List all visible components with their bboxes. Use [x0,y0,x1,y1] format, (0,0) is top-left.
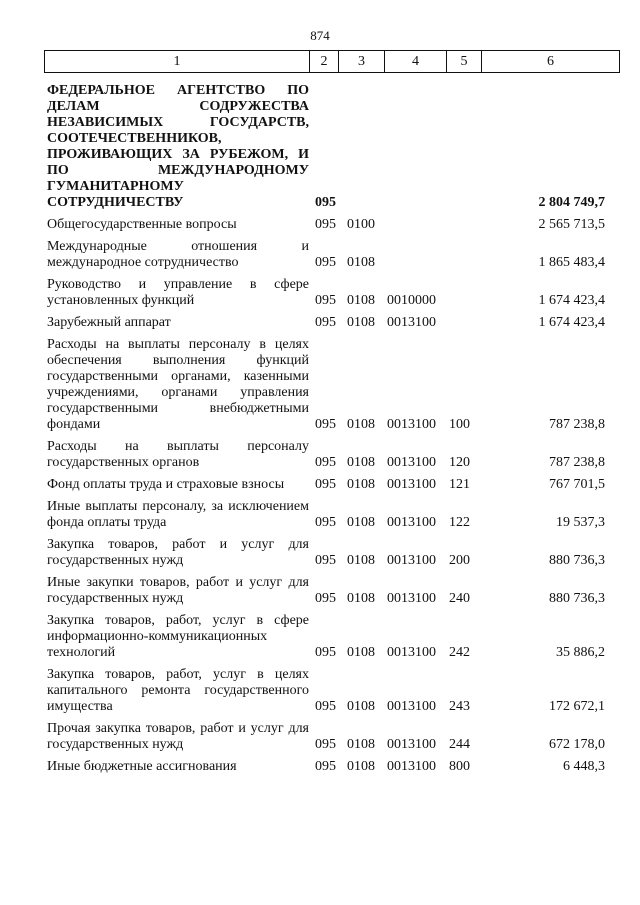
column-header-3: 3 [339,51,385,72]
row-code-2: 095 [315,255,336,270]
row-description: Общегосударственные вопросы [47,217,237,232]
row-code-4: 0013100 [387,553,436,568]
row-code-2: 095 [315,195,336,210]
row-amount: 1 674 423,4 [538,293,605,308]
page-number: 874 [310,28,330,43]
row-code-5: 242 [449,645,470,660]
row-description: ФЕДЕРАЛЬНОЕ АГЕНТСТВО ПО ДЕЛАМ СОДРУЖЕСТВА НЕЗАВИСИМЫХ ГОСУДАРСТВ, СООТЕЧЕСТВЕННИКОВ, ПРОЖИВАЮЩИХ ЗА РУБЕЖОМ, И ПО МЕЖДУНАРОДНОМУ ГУМАНИТАРНОМУ СОТРУДНИЧЕСТВУ [47,83,309,210]
row-code-4: 0013100 [387,591,436,606]
row-code-5: 800 [449,759,470,774]
row-amount: 672 178,0 [549,737,605,752]
row-code-4: 0013100 [387,515,436,530]
row-code-4: 0010000 [387,293,436,308]
row-code-5: 100 [449,417,470,432]
row-amount: 880 736,3 [549,553,605,568]
row-code-2: 095 [315,217,336,232]
row-amount: 2 565 713,5 [538,217,605,232]
row-description: Закупка товаров, работ, услуг в целях капитального ремонта государственного имущества [47,667,309,714]
table-row [47,277,605,309]
row-code-3: 0108 [347,699,375,714]
table-row [47,499,605,531]
row-amount: 19 537,3 [556,515,605,530]
column-header-5: 5 [447,51,482,72]
row-code-4: 0013100 [387,645,436,660]
table-row [47,759,605,775]
row-description: Иные закупки товаров, работ и услуг для государственных нужд [47,575,309,606]
row-description: Расходы на выплаты персоналу государственных органов [47,439,309,470]
row-code-4: 0013100 [387,737,436,752]
column-header-6: 6 [547,53,554,69]
table-row [47,477,605,493]
column-header-1: 1 [45,51,310,72]
table-row [47,337,605,433]
row-code-3: 0108 [347,759,375,774]
row-code-4: 0013100 [387,315,436,330]
row-code-2: 095 [315,293,336,308]
row-code-3: 0108 [347,455,375,470]
table-row [47,217,605,233]
row-code-2: 095 [315,315,336,330]
row-code-2: 095 [315,477,336,492]
row-code-4: 0013100 [387,455,436,470]
row-description: Фонд оплаты труда и страховые взносы [47,477,285,492]
table-row [47,239,605,271]
row-description: Прочая закупка товаров, работ и услуг для государственных нужд [47,721,309,752]
row-code-3: 0108 [347,515,375,530]
row-code-2: 095 [315,759,336,774]
row-code-2: 095 [315,417,336,432]
row-code-2: 095 [315,737,336,752]
row-code-4: 0013100 [387,699,436,714]
row-description: Руководство и управление в сфере установленных функций [47,277,309,308]
row-code-5: 240 [449,591,470,606]
row-code-3: 0108 [347,591,375,606]
row-code-4: 0013100 [387,759,436,774]
row-code-5: 244 [449,737,470,752]
row-description: Зарубежный аппарат [47,315,171,330]
row-amount: 767 701,5 [549,477,605,492]
row-code-3: 0108 [347,417,375,432]
column-header-2: 2 [310,51,339,72]
row-description: Иные выплаты персоналу, за исключением фонда оплаты труда [47,499,309,530]
row-code-3: 0108 [347,553,375,568]
row-code-5: 243 [449,699,470,714]
row-amount: 787 238,8 [549,417,605,432]
table-row [47,315,605,331]
row-code-2: 095 [315,553,336,568]
row-code-4: 0013100 [387,477,436,492]
row-code-2: 095 [315,455,336,470]
table-row [47,537,605,569]
row-amount: 1 865 483,4 [538,255,605,270]
row-description: Иные бюджетные ассигнования [47,759,237,774]
row-code-2: 095 [315,699,336,714]
table-row [47,83,605,211]
row-code-3: 0108 [347,477,375,492]
row-code-3: 0108 [347,293,375,308]
row-description: Расходы на выплаты персоналу в целях обеспечения выполнения функций государственными органами, казенными учреждениями, органами управления государственными внебюджетными фондами [47,337,309,432]
row-description: Закупка товаров, работ, услуг в сфере информационно-коммуникационных технологий [47,613,309,660]
row-description: Закупка товаров, работ и услуг для государственных нужд [47,537,309,568]
row-description: Международные отношения и международное сотрудничество [47,239,309,270]
row-code-3: 0108 [347,645,375,660]
row-code-2: 095 [315,515,336,530]
column-header-4: 4 [385,51,447,72]
column-header-row [44,50,620,73]
row-code-3: 0108 [347,315,375,330]
row-code-5: 122 [449,515,470,530]
table-row [47,439,605,471]
row-code-4: 0013100 [387,417,436,432]
table-row [47,721,605,753]
row-amount: 1 674 423,4 [538,315,605,330]
table-row [47,667,605,715]
row-code-3: 0108 [347,255,375,270]
row-amount: 787 238,8 [549,455,605,470]
row-code-2: 095 [315,645,336,660]
row-amount: 2 804 749,7 [538,195,605,210]
row-amount: 880 736,3 [549,591,605,606]
row-code-3: 0108 [347,737,375,752]
budget-table-body [47,83,605,781]
row-code-2: 095 [315,591,336,606]
row-code-3: 0100 [347,217,375,232]
row-amount: 172 672,1 [549,699,605,714]
row-amount: 35 886,2 [556,645,605,660]
row-code-5: 120 [449,455,470,470]
row-code-5: 200 [449,553,470,568]
row-code-5: 121 [449,477,470,492]
row-amount: 6 448,3 [563,759,605,774]
table-row [47,613,605,661]
table-row [47,575,605,607]
